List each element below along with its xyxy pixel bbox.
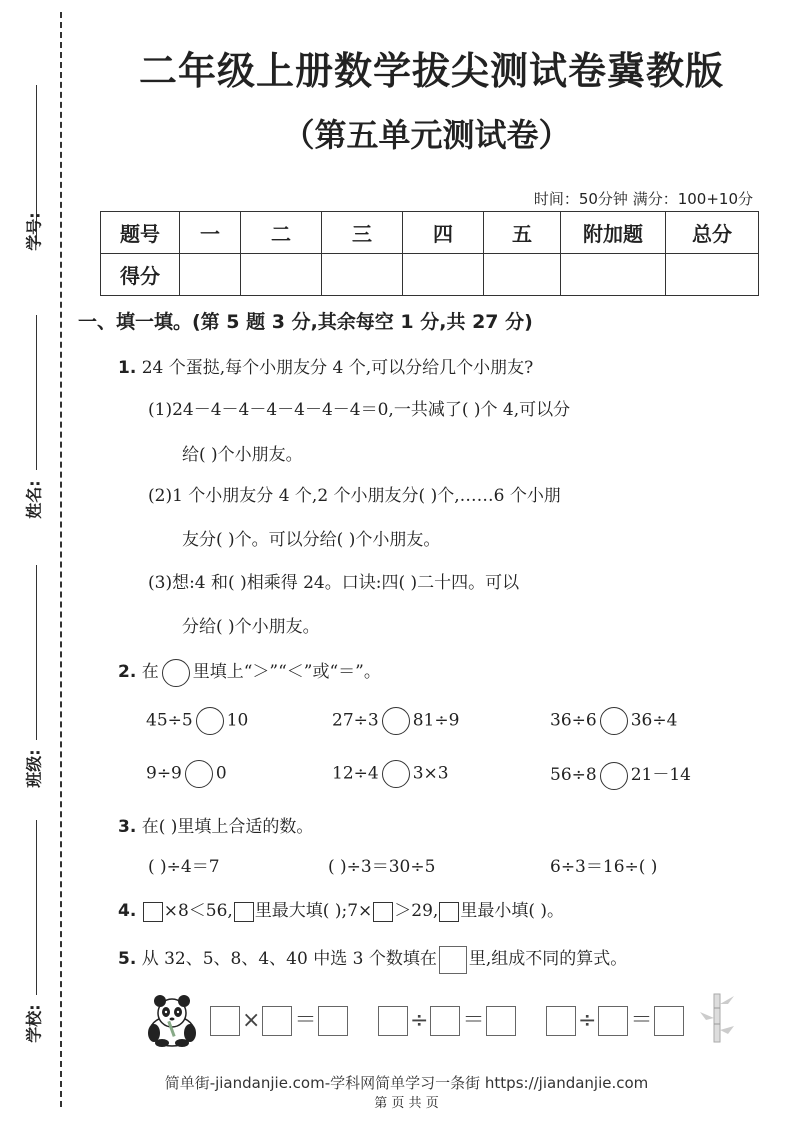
q4-text: 里最大填( );7× [254, 901, 373, 921]
score-table-header-row [101, 212, 759, 254]
question-text-post: 里填上“＞”“＜”或“＝”。 [192, 662, 381, 682]
question-2 [118, 657, 381, 687]
compare-item [146, 760, 227, 788]
compare-circle-input[interactable] [382, 760, 410, 788]
answer-box[interactable] [262, 1006, 292, 1036]
q4-text: 里最小填( )。 [460, 901, 564, 921]
score-table-cell: 四 [403, 212, 484, 254]
question-4 [118, 896, 564, 922]
equation-multiply [208, 1003, 350, 1036]
score-table-cell: 三 [322, 212, 403, 254]
operator: × [242, 1008, 261, 1033]
class-label: 班级: [24, 749, 44, 788]
student-id-label: 学号: [24, 212, 44, 251]
square-box-icon [234, 902, 254, 922]
score-input-cell[interactable] [484, 254, 561, 296]
bamboo-icon [698, 992, 738, 1044]
question-text: 在( )里填上合适的数。 [141, 817, 314, 837]
question-text-pre: 在 [141, 662, 159, 682]
square-box-icon [439, 902, 459, 922]
footer-text: 简单街-jiandanjie.com-学科网简单学习一条街 https://jiandanjie.com [164, 1074, 649, 1092]
score-table [100, 211, 759, 296]
section-1-heading: 一、填一填。(第 5 题 3 分,其余每空 1 分,共 27 分) [78, 311, 533, 333]
compare-circle-input[interactable] [600, 707, 628, 735]
question-text: 24 个蛋挞,每个小朋友分 4 个,可以分给几个小朋友? [141, 358, 534, 378]
score-input-cell[interactable] [322, 254, 403, 296]
answer-box[interactable] [430, 1006, 460, 1036]
q1-part1-line2[interactable]: 给( )个小朋友。 [182, 445, 303, 465]
compare-right: 81÷9 [412, 710, 460, 731]
equation-divide-1 [376, 1003, 518, 1036]
score-table-score-row [101, 254, 759, 296]
compare-circle-icon [162, 659, 190, 687]
q1-part3-line1[interactable]: (3)想:4 和( )相乘得 24。口诀:四( )二十四。可以 [148, 573, 520, 593]
question-number: 4. [118, 901, 137, 921]
answer-box[interactable] [378, 1006, 408, 1036]
operator: ÷ [578, 1008, 597, 1033]
question-text-pre: 从 32、5、8、4、40 中选 3 个数填在 [141, 949, 437, 969]
compare-left: 36÷6 [550, 710, 597, 731]
score-table-cell: 二 [241, 212, 322, 254]
answer-box[interactable] [654, 1006, 684, 1036]
score-table-cell: 附加题 [561, 212, 666, 254]
compare-circle-input[interactable] [382, 707, 410, 735]
page-subtitle: （第五单元测试卷） [282, 116, 571, 154]
compare-item [332, 760, 449, 788]
name-label: 姓名: [24, 480, 44, 519]
compare-item [550, 760, 691, 790]
score-table-cell: 题号 [101, 212, 180, 254]
equation-divide-2 [544, 1003, 686, 1036]
compare-item [332, 707, 459, 735]
compare-right: 36÷4 [630, 710, 678, 731]
answer-box[interactable] [318, 1006, 348, 1036]
compare-left: 9÷9 [146, 763, 182, 784]
fill-item[interactable]: 6÷3＝16÷( ) [550, 857, 658, 877]
compare-right: 0 [215, 763, 227, 784]
score-input-cell[interactable] [241, 254, 322, 296]
question-number: 2. [118, 662, 137, 682]
question-text-post: 里,组成不同的算式。 [468, 949, 628, 969]
school-label: 学校: [24, 1004, 44, 1043]
school-line[interactable] [36, 820, 37, 995]
compare-circle-input[interactable] [600, 762, 628, 790]
answer-box[interactable] [546, 1006, 576, 1036]
operator: ＝ [294, 1008, 317, 1033]
q1-part1-line1[interactable]: (1)24－4－4－4－4－4－4＝0,一共减了( )个 4,可以分 [148, 400, 571, 420]
compare-right: 21－14 [630, 765, 691, 785]
question-number: 3. [118, 817, 137, 837]
score-input-cell[interactable] [561, 254, 666, 296]
score-input-cell[interactable] [180, 254, 241, 296]
compare-left: 27÷3 [332, 710, 379, 731]
panda-icon [144, 993, 200, 1047]
question-number: 1. [118, 358, 137, 378]
question-3 [118, 812, 313, 837]
square-box-icon[interactable] [143, 902, 163, 922]
question-1 [118, 353, 533, 378]
score-table-cell: 五 [484, 212, 561, 254]
fill-item[interactable]: ( )÷4＝7 [148, 857, 220, 877]
compare-left: 45÷5 [146, 710, 193, 731]
score-input-cell[interactable] [403, 254, 484, 296]
class-line[interactable] [36, 565, 37, 740]
compare-right: 10 [226, 710, 249, 731]
square-box-icon [439, 946, 467, 974]
q1-part2-line2[interactable]: 友分( )个。可以分给( )个小朋友。 [182, 530, 441, 550]
score-table-cell: 一 [180, 212, 241, 254]
compare-left: 12÷4 [332, 763, 379, 784]
page-title: 二年级上册数学拔尖测试卷冀教版 [138, 49, 724, 93]
answer-box[interactable] [486, 1006, 516, 1036]
compare-left: 56÷8 [550, 765, 597, 785]
score-table-cell: 总分 [666, 212, 759, 254]
compare-item [146, 707, 248, 735]
q4-text: ＞29, [394, 901, 439, 921]
square-box-icon[interactable] [373, 902, 393, 922]
answer-box[interactable] [210, 1006, 240, 1036]
binding-dashed-line [60, 12, 62, 1107]
operator: ÷ [410, 1008, 429, 1033]
compare-right: 3×3 [412, 763, 449, 784]
operator: ＝ [630, 1008, 653, 1033]
fill-item[interactable]: ( )÷3＝30÷5 [328, 857, 436, 877]
operator: ＝ [462, 1008, 485, 1033]
compare-item [550, 707, 677, 735]
name-line[interactable] [36, 315, 37, 470]
answer-box[interactable] [598, 1006, 628, 1036]
time-info: 时间：50分钟 满分：100+10分 [533, 190, 753, 208]
page-number: 第 页 共 页 [374, 1096, 439, 1111]
question-number: 5. [118, 949, 137, 969]
question-5 [118, 944, 627, 974]
score-input-cell[interactable] [666, 254, 759, 296]
score-row-label: 得分 [101, 254, 180, 296]
q1-part3-line2[interactable]: 分给( )个小朋友。 [182, 617, 320, 637]
compare-circle-input[interactable] [185, 760, 213, 788]
q4-text: ×8＜56, [163, 901, 233, 921]
compare-circle-input[interactable] [196, 707, 224, 735]
q1-part2-line1[interactable]: (2)1 个小朋友分 4 个,2 个小朋友分( )个,……6 个小朋 [148, 486, 561, 506]
